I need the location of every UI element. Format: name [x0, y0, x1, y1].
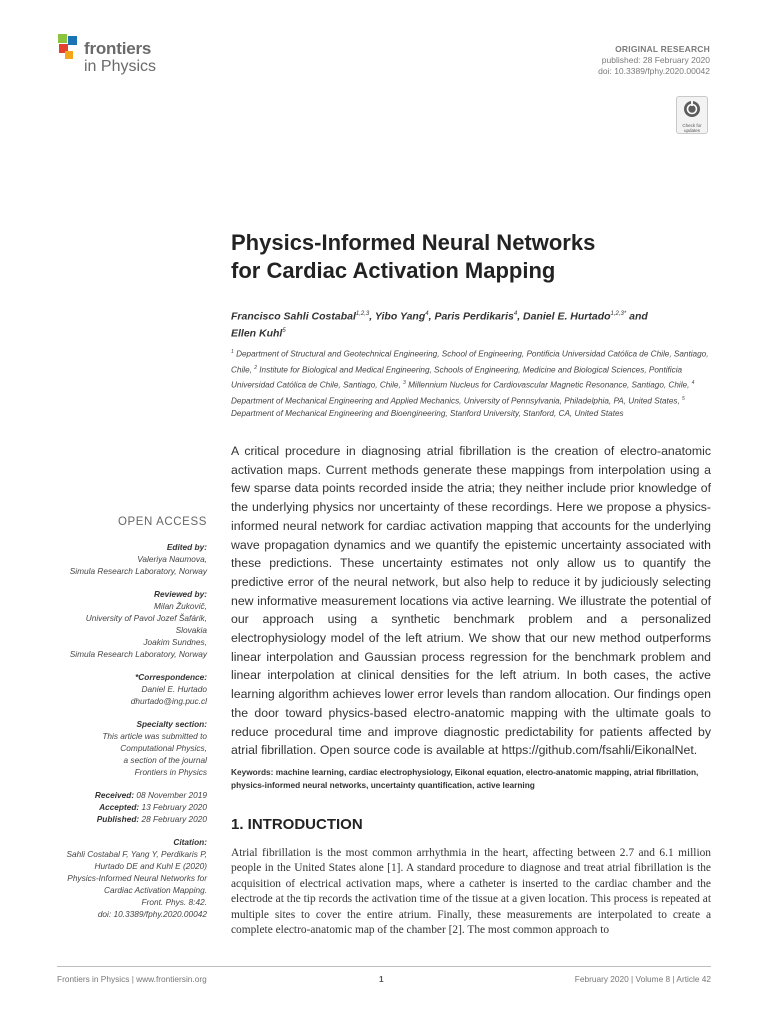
received-label: Received:: [94, 790, 135, 800]
accepted-date: 13 February 2020: [141, 802, 207, 812]
affiliation-number: 3: [403, 380, 406, 387]
article-type: ORIGINAL RESEARCH: [615, 44, 710, 54]
correspondent-email-link[interactable]: dhurtado@ing.puc.cl: [130, 696, 207, 706]
specialty-section-label: Specialty section:: [136, 719, 207, 729]
article-meta: [598, 44, 710, 76]
introduction-text: Atrial fibrillation is the most common arrhythmia in the heart, affecting between 2.7 and 6.1 million people in the United States alone [1]. A standard procedure to diagnose and treat atrial fibrillation is the acquisition of electrical activation maps, where a catheter is inserted to the cardiac chamber and the electrode at the tip records the activation time of the tissue at a given location. This process is repeated at multiple sites to cover the entire atrium. Finally, these measurements are interpolated to create a complete electro-anatomic map of the chamber [2]. The most common approach to: [231, 847, 711, 937]
author-name[interactable]: Yibo Yang: [374, 310, 426, 323]
correspondence-label: *Correspondence:: [135, 672, 207, 682]
specialty-line: Frontiers in Physics: [134, 767, 207, 777]
logo-text-frontiers: frontiers: [84, 39, 152, 58]
received-date: 08 November 2019: [136, 790, 207, 800]
author-name[interactable]: Ellen Kuhl: [231, 327, 283, 339]
author-conjunction: and: [629, 310, 648, 323]
reviewer-line: Simula Research Laboratory, Norway: [69, 649, 207, 659]
check-updates-label-1: Check for: [682, 123, 702, 128]
citation-line: Physics-Informed Neural Networks for: [67, 873, 207, 883]
affiliation-text: Department of Mechanical Engineering and Applied Mechanics, University of Pennsylvania, Philadelphia, PA, United States,: [231, 396, 680, 406]
dates-block: [40, 789, 207, 825]
edited-by-label: Edited by:: [166, 542, 207, 552]
abstract-text: A critical procedure in diagnosing atrial fibrillation is the creation of electro-anatomic activation maps. Current methods generate these mappings from interpolation using a few sparse data points recorded inside the atria; they neither include prior knowledge of the underlying physics nor uncertainty of these recordings. Here we propose a physics-informed neural network for cardiac activation mapping that accounts for the underlying wave propagation dynamics and we quantify the epistemic uncertainty associated with these predictions. These uncertainty estimates not only allow us to quantify the predictive error of the neural network, but also help to reduce it by judiciously selecting new informative measurement locations via active learning. We illustrate the potential of our approach using a synthetic benchmark problem and a personalized electrophysiology model of the left atrium. We show that our new method outperforms linear interpolation and Gaussian process regression for the benchmark problem and linear interpolation at clinical densities for the left atrium. In both cases, the active learning algorithm achieves lower error levels than random allocation. Our findings open the door toward physics-based electro-anatomic mapping with the ultimate goals to reduce procedural time and improve diagnostic predictability for patients affected by atrial fibrillation. Open source code is available at https://github.com/fsahli/EikonalNet.: [231, 444, 711, 758]
accepted-label: Accepted:: [99, 802, 140, 812]
affiliation-number: 2: [254, 364, 257, 371]
article-title: [231, 229, 711, 285]
keywords: Keywords: machine learning, cardiac electrophysiology, Eikonal equation, electro-anatomic mapping, atrial fibrillation, physics-informed neural networks, uncertainty quantification, active learning: [231, 767, 699, 790]
check-updates-icon: [683, 100, 701, 118]
open-access-label: OPEN ACCESS: [117, 516, 207, 528]
affiliation-text: Department of Structural and Geotechnical Engineering, School of Engineering, Pontificia Universidad Católica de Chile, Santiago, Chile,: [231, 349, 709, 375]
check-updates-label-2: updates: [683, 128, 700, 133]
citation-line: Sahli Costabal F, Yang Y, Perdikaris P,: [66, 849, 207, 859]
author-affiliation-mark: 1,2,3: [355, 311, 370, 317]
correspondent-name: Daniel E. Hurtado: [141, 684, 207, 694]
title-line-1: Physics-Informed Neural Networks: [231, 230, 596, 255]
affiliation-text: Department of Mechanical Engineering and Bioengineering, Stanford University, Stanford, CA, United States: [231, 409, 624, 419]
reviewer-line: University of Pavol Jozef Šafárik,: [85, 613, 207, 623]
footer-divider: [57, 966, 711, 967]
author-affiliation-mark: 1,2,3*: [610, 311, 627, 317]
author-name[interactable]: Francisco Sahli Costabal: [231, 310, 356, 323]
article-sidebar: [40, 516, 207, 931]
author-name[interactable]: Paris Perdikaris: [434, 310, 514, 323]
specialty-line: This article was submitted to: [102, 731, 207, 741]
correspondence-block: [40, 671, 207, 707]
editor-line: Valeriya Naumova,: [137, 554, 207, 564]
affiliation-number: 5: [682, 395, 685, 402]
specialty-line: Computational Physics,: [120, 743, 207, 753]
reviewer-line: Slovakia: [175, 625, 207, 635]
citation-label: Citation:: [173, 837, 207, 847]
frontiers-logo-icon: [56, 32, 82, 62]
doi-link[interactable]: doi: 10.3389/fphy.2020.00042: [598, 66, 710, 76]
author-affiliation-mark: 4: [513, 311, 518, 317]
reviewer-line: Milan Žukovič,: [153, 601, 207, 611]
page-number: 1: [379, 974, 384, 984]
reviewer-line: Joakim Sundnes,: [143, 637, 207, 647]
journal-logo[interactable]: [56, 32, 176, 78]
check-for-updates-button[interactable]: [676, 96, 708, 134]
title-line-2: for Cardiac Activation Mapping: [231, 258, 556, 283]
published-date: published: 28 February 2020: [601, 55, 710, 65]
section-heading-introduction: 1. INTRODUCTION: [231, 816, 363, 833]
citation-doi-link[interactable]: doi: 10.3389/fphy.2020.00042: [97, 909, 207, 919]
specialty-line: a section of the journal: [123, 755, 207, 765]
author-affiliation-mark: 5: [282, 327, 286, 334]
specialty-section-block: [40, 718, 207, 778]
editor-line: Simula Research Laboratory, Norway: [69, 566, 207, 576]
footer-issue-info: February 2020 | Volume 8 | Article 42: [574, 974, 711, 984]
citation-line: Front. Phys. 8:42.: [141, 897, 207, 907]
citation-block: [40, 836, 207, 920]
published-label: Published:: [96, 814, 140, 824]
reviewed-by-label: Reviewed by:: [153, 589, 207, 599]
affiliation-text: Institute for Biological and Medical Engineering, Schools of Engineering, Medicine and Biological Sciences, Pontificia Universidad Católica de Chile, Santiago, Chile,: [231, 365, 683, 390]
citation-line: Hurtado DE and Kuhl E (2020): [94, 861, 207, 871]
citation-line: Cardiac Activation Mapping.: [104, 885, 207, 895]
author-name[interactable]: Daniel E. Hurtado: [523, 310, 611, 323]
affiliations: [231, 346, 711, 421]
logo-text-in-physics: in Physics: [84, 58, 157, 75]
affiliation-text: Millennium Nucleus for Cardiovascular Magnetic Resonance, Santiago, Chile,: [408, 380, 690, 390]
edited-by-block: [40, 541, 207, 577]
footer-journal-link[interactable]: Frontiers in Physics | www.frontiersin.org: [57, 974, 207, 984]
author-affiliation-mark: 4: [425, 311, 429, 317]
reviewed-by-block: [40, 588, 207, 660]
affiliation-number: 4: [691, 380, 695, 387]
author-list: Francisco Sahli Costabal$^{1,2,3}$, Yibo Yang$^4$, Paris Perdikaris$^4$, Daniel E. Hurtado$^{1,2,3*}$ and Ellen Kuhl$^5$: [231, 310, 648, 339]
affiliation-number: 1: [231, 349, 234, 355]
published-date-sidebar: 28 February 2020: [141, 814, 207, 824]
